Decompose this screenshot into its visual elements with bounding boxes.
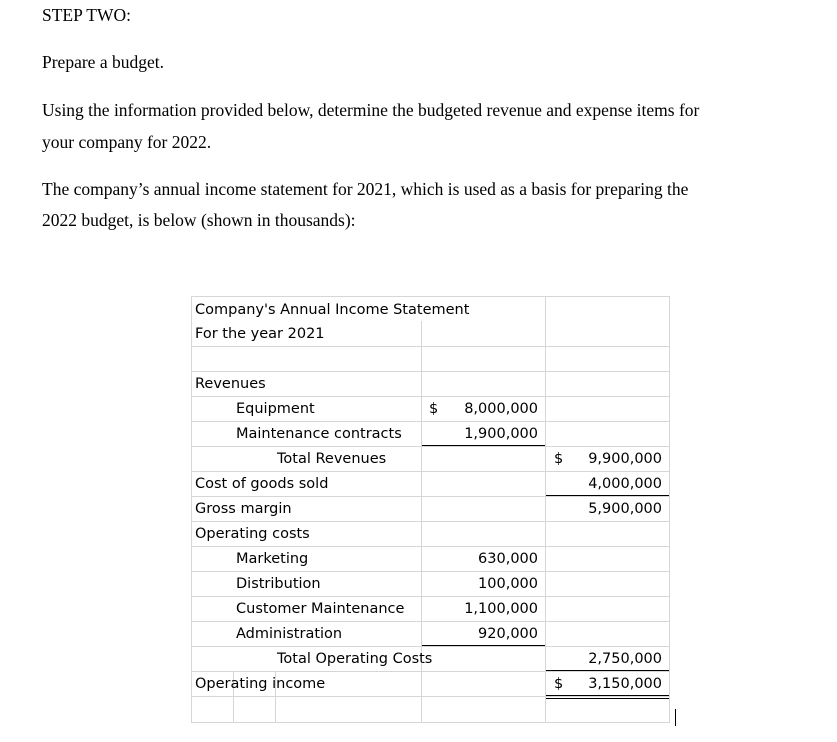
cogs-label: Cost of goods sold: [195, 476, 329, 492]
revenues-label: Revenues: [195, 376, 266, 392]
grid-line: [191, 296, 670, 297]
subtotal-underline: [422, 445, 545, 446]
equipment-currency: $: [429, 401, 439, 417]
context-line-1: The company’s annual income statement for 2021, which is used as a basis for preparing the: [42, 179, 689, 199]
subtotal-underline: [546, 495, 669, 496]
operating-income-value: 3,150,000: [588, 676, 662, 692]
grid-line: [191, 296, 192, 722]
total-revenues-label: Total Revenues: [277, 451, 387, 467]
distribution-label: Distribution: [236, 576, 321, 592]
total-revenues-currency: $: [554, 451, 564, 467]
statement-period: For the year 2021: [195, 326, 325, 342]
grid-line: [669, 296, 670, 722]
operating-costs-label: Operating costs: [195, 526, 310, 542]
cogs-value: 4,000,000: [588, 476, 662, 492]
grid-line: [191, 722, 670, 723]
step-heading: STEP TWO:: [42, 5, 131, 25]
equipment-label: Equipment: [236, 401, 315, 417]
instruction-line-2: your company for 2022.: [42, 132, 212, 152]
total-operating-costs-label: Total Operating Costs: [277, 651, 433, 667]
gross-margin-label: Gross margin: [195, 501, 292, 517]
marketing-label: Marketing: [236, 551, 309, 567]
grid-line: [545, 296, 546, 722]
double-underline-top: [546, 695, 669, 696]
distribution-value: 100,000: [478, 576, 538, 592]
administration-value: 920,000: [478, 626, 538, 642]
step-subheading: Prepare a budget.: [42, 52, 164, 72]
total-revenues-value: 9,900,000: [588, 451, 662, 467]
context-line-2: 2022 budget, is below (shown in thousands):: [42, 210, 356, 230]
maintenance-contracts-value: 1,900,000: [464, 426, 538, 442]
text-cursor: [675, 709, 676, 726]
administration-label: Administration: [236, 626, 343, 642]
operating-income-label: Operating income: [195, 676, 326, 692]
maintenance-contracts-label: Maintenance contracts: [236, 426, 402, 442]
instruction-line-1: Using the information provided below, determine the budgeted revenue and expense items for: [42, 100, 700, 120]
double-underline-bottom: [546, 698, 669, 699]
customer-maintenance-label: Customer Maintenance: [236, 601, 405, 617]
marketing-value: 630,000: [478, 551, 538, 567]
subtotal-underline: [546, 670, 669, 671]
operating-income-currency: $: [554, 676, 564, 692]
equipment-value: 8,000,000: [464, 401, 538, 417]
total-operating-costs-value: 2,750,000: [588, 651, 662, 667]
statement-title: Company's Annual Income Statement: [195, 302, 470, 318]
customer-maintenance-value: 1,100,000: [464, 601, 538, 617]
gross-margin-value: 5,900,000: [588, 501, 662, 517]
subtotal-underline: [422, 645, 545, 646]
